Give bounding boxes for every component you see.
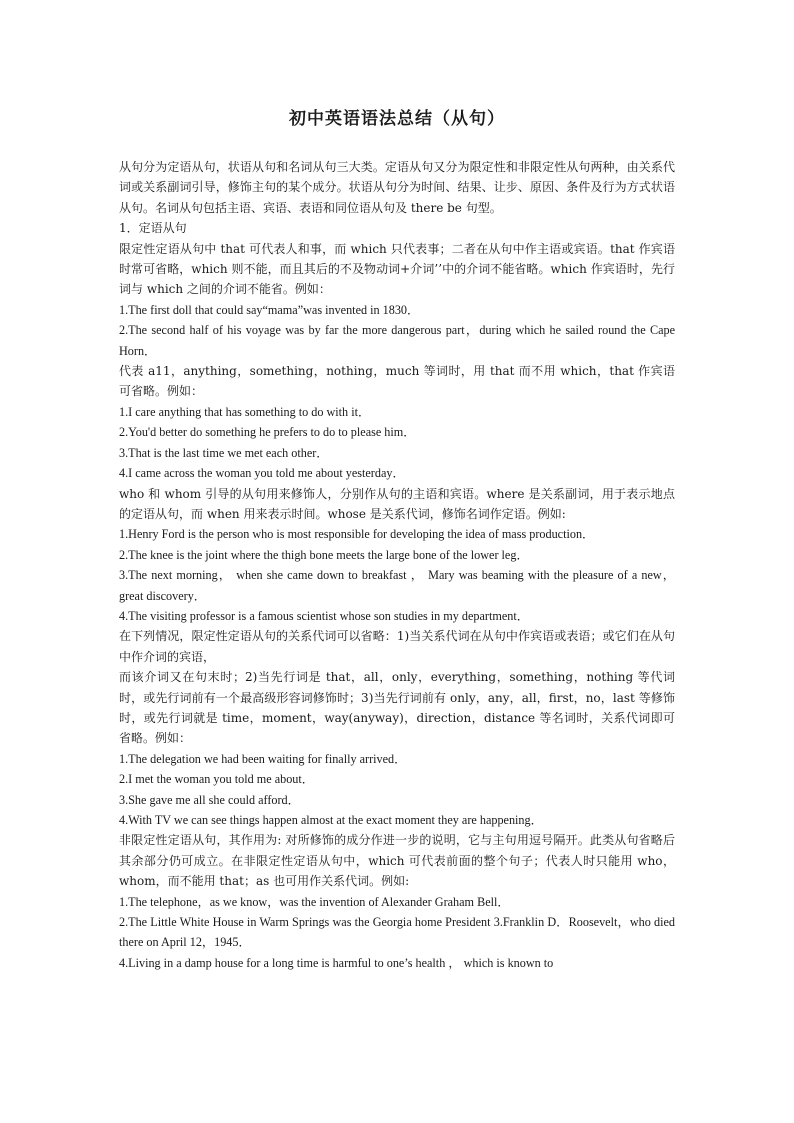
body-paragraph: 1．定语从句 [119,221,187,236]
body-paragraph: 从句分为定语从句，状语从句和名词从句三大类。定语从句又分为限定性和非限定性从句两种，由关系代词或关系副词引导，修饰主句的某个成分。状语从句分为时间、结果、让步、原因、条件及行为方式状语从句。名词从句包括主语、宾语、表语和同位语从句及 there be 句型。 [119,160,675,215]
body-paragraph: 代表 a11，anything，something，nothing，much 等词时，用 that 而不用 which，that 作宾语可省略。例如： [119,364,675,399]
body-paragraph: 而该介词又在句末时；2)当先行词是 that，all，only，everything，something，nothing 等代词时，或先行词前有一个最高级形容词修饰时；3)当先行词前有 only，any，all，first，no，last 等修饰时，或先行词就是 time，moment，way(anyway)，direction，distance 等名词时，关系代词即可省略。例如： [119,670,675,746]
example-sentence: 1.The telephone，as we know，was the invention of Alexander Graham Bell． [119,894,510,909]
example-sentence: 3.She gave me all she could afford． [119,792,300,807]
body-paragraph: who 和 whom 引导的从句用来修饰人，分别作从句的主语和宾语。where 是关系副词，用于表示地点的定语从句，而 when 用来表示时间。whose 是关系代词，修饰名词作定语。例如: [119,486,675,521]
example-sentence: 3.That is the last time we met each other． [119,445,329,460]
body-paragraph: 在下列情况，限定性定语从句的关系代词可以省略：1)当关系代词在从句中作宾语或表语；或它们在从句中作介词的宾语， [119,629,675,664]
example-sentence: 4.I came across the woman you told me about yesterday． [119,466,405,481]
example-sentence: 2.The Little White House in Warm Springs was the Georgia home President 3.Franklin D．Roosevelt，who died there on April 12，1945． [119,915,675,950]
document-title: 初中英语语法总结（从句） [289,109,505,129]
example-sentence: 1.Henry Ford is the person who is most responsible for developing the idea of mass production． [119,527,595,542]
body-paragraph: 限定性定语从句中 that 可代表人和事，而 which 只代表事；二者在从句中作主语或宾语。that 作宾语时常可省略，which 则不能，而且其后的不及物动词+介词’’中的介词不能省略。which 作宾语时，先行词与 which 之间的介词不能省。例如： [119,241,675,297]
example-sentence: 2.You'd better do something he prefers to do to please him． [119,425,416,440]
example-sentence: 2.The second half of his voyage was by far the more dangerous part，during which he sailed round the Cape Horn． [119,323,675,358]
example-sentence: 4.The visiting professor is a famous scientist whose son studies in my department． [119,608,529,623]
body-paragraph: 非限定性定语从句，其作用为: 对所修饰的成分作进一步的说明，它与主句用逗号隔开。此类从句省略后其余部分仍可成立。在非限定性定语从句中，which 可代表前面的整个句子；代表人时只能用 who，whom，而不能用 that；as 也可用作关系代词。例如: [119,833,675,889]
example-sentence: 4.With TV we can see things happen almost at the exact moment they are happening． [119,813,543,827]
example-sentence: 3.The next morning， when she came down to breakfast ， Mary was beaming with the pleasure of a new，great discovery． [119,568,675,603]
example-sentence: 4.Living in a damp house for a long time is harmful to one’s health ， which is known to [119,955,554,970]
example-sentence: 1.I care anything that has something to do with it． [119,404,371,419]
document-body [119,157,675,973]
example-sentence: 2.I met the woman you told me about． [119,772,314,787]
example-sentence: 1.The first doll that could say“mama”was invented in 1830． [119,302,420,317]
example-sentence: 1.The delegation we had been waiting for finally arrived． [119,751,407,766]
example-sentence: 2.The knee is the joint where the thigh bone meets the large bone of the lower leg． [119,547,529,562]
